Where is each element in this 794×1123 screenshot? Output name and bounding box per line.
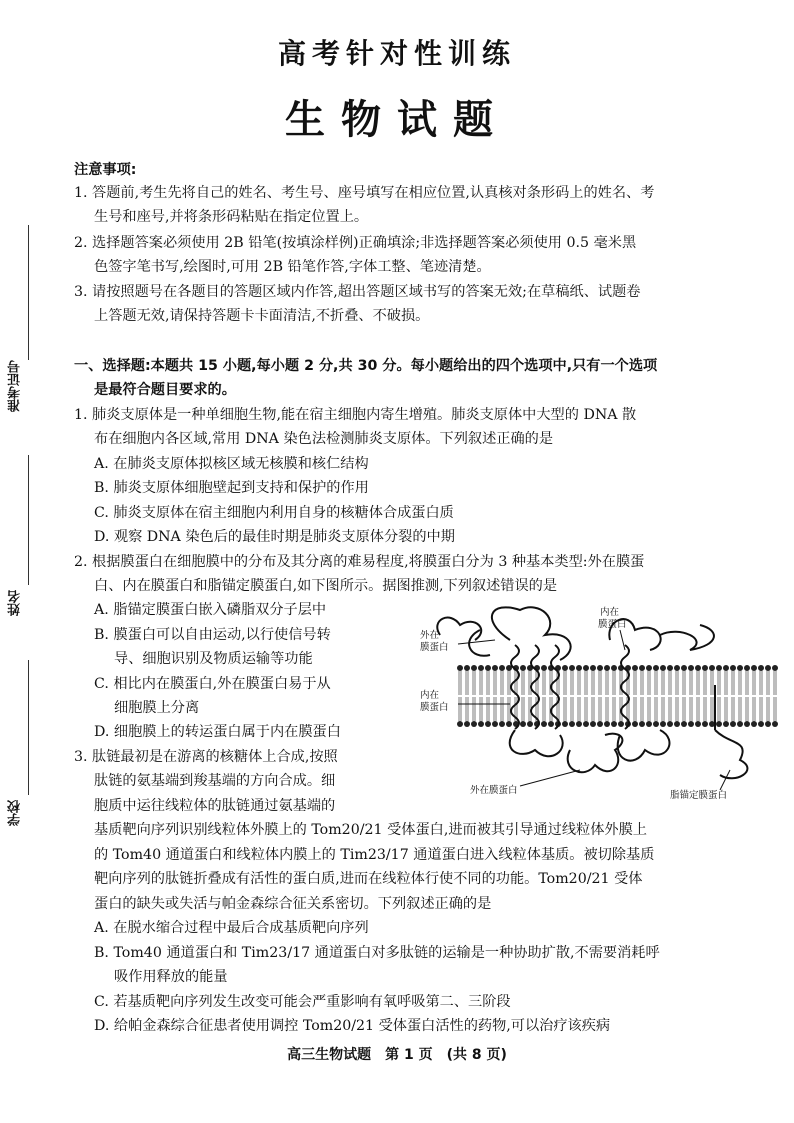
lipid-head xyxy=(681,721,687,727)
lipid-head xyxy=(660,721,666,727)
lipid-tail xyxy=(739,671,741,695)
lipid-head xyxy=(737,721,743,727)
notice-heading: 注意事项: xyxy=(74,162,137,178)
lipid-head xyxy=(499,721,505,727)
lipid-tail xyxy=(648,671,650,695)
lipid-tail xyxy=(522,671,524,695)
lipid-tail xyxy=(634,697,636,721)
lipid-head xyxy=(758,721,764,727)
lipid-head xyxy=(681,665,687,671)
lipid-tail xyxy=(487,697,489,721)
q3-option-d: D. 给帕金森综合征患者使用调控 Tom20/21 受体蛋白活性的药物,可以治疗该疾病 xyxy=(94,1018,611,1034)
q3-stem-line-7: 蛋白的缺失或失活与帕金森综合征关系密切。下列叙述正确的是 xyxy=(94,896,492,912)
lipid-tail xyxy=(606,671,608,695)
label-inner-protein-top-2: 膜蛋白 xyxy=(598,619,627,630)
lipid-head xyxy=(541,721,547,727)
lipid-tail xyxy=(711,671,713,695)
label-inner-protein-mid-1: 内在 xyxy=(420,690,440,701)
q2-option-d: D. 细胞膜上的转运蛋白属于内在膜蛋白 xyxy=(94,724,341,740)
lipid-head xyxy=(611,665,617,671)
lipid-head xyxy=(744,665,750,671)
lipid-tail xyxy=(718,697,720,721)
notice-item-1-line-1: 1. 答题前,考生先将自己的姓名、考生号、座号填写在相应位置,认真核对条形码上的姓名、考 xyxy=(74,185,655,201)
lipid-tail xyxy=(739,697,741,721)
lipid-tail xyxy=(494,697,496,721)
lipid-tail xyxy=(473,671,475,695)
notice-item-2-line-1: 2. 选择题答案必须使用 2B 铅笔(按填涂样例)正确填涂;非选择题答案必须使用 0.5 毫米黑 xyxy=(74,235,637,251)
exam-title: 高考针对性训练 xyxy=(277,37,516,70)
lipid-head xyxy=(702,665,708,671)
margin-line-name xyxy=(28,455,29,585)
lipid-head xyxy=(576,665,582,671)
lipid-head xyxy=(597,721,603,727)
lipid-head xyxy=(562,721,568,727)
q1-option-d: D. 观察 DNA 染色后的最佳时期是肺炎支原体分裂的中期 xyxy=(94,529,455,545)
q2-stem-line-1: 2. 根据膜蛋白在细胞膜中的分布及其分离的难易程度,将膜蛋白分为 3 种基本类型:外在膜蛋 xyxy=(74,554,645,570)
lipid-tail xyxy=(606,697,608,721)
lipid-tail xyxy=(767,671,769,695)
lipid-head xyxy=(688,721,694,727)
margin-line-school xyxy=(28,660,29,795)
lipid-tail xyxy=(725,697,727,721)
q2-option-c-line-2: 细胞膜上分离 xyxy=(114,700,200,716)
lipid-tail xyxy=(578,697,580,721)
lipid-head xyxy=(604,665,610,671)
lipid-tail xyxy=(459,697,461,721)
lipid-tail xyxy=(690,697,692,721)
lipid-head xyxy=(737,665,743,671)
margin-label-name: 姓名 xyxy=(8,590,23,616)
q3-stem-line-2: 肽链的氨基端到羧基端的方向合成。细 xyxy=(94,773,336,789)
lipid-head xyxy=(464,665,470,671)
lipid-head xyxy=(695,665,701,671)
lipid-tail xyxy=(711,697,713,721)
lipid-head xyxy=(751,721,757,727)
lipid-head xyxy=(464,721,470,727)
lipid-tail xyxy=(704,697,706,721)
lipid-tail xyxy=(669,671,671,695)
q1-stem-line-2: 布在细胞内各区域,常用 DNA 染色法检测肺炎支原体。下列叙述正确的是 xyxy=(94,431,554,447)
lipid-head xyxy=(485,665,491,671)
lipid-tail xyxy=(753,697,755,721)
lipid-head xyxy=(471,665,477,671)
q1-stem-line-1: 1. 肺炎支原体是一种单细胞生物,能在宿主细胞内寄生增殖。肺炎支原体中大型的 DNA 散 xyxy=(74,407,637,423)
q2-option-a: A. 脂锚定膜蛋白嵌入磷脂双分子层中 xyxy=(94,602,327,618)
lipid-tail xyxy=(501,697,503,721)
q2-option-c-line-1: C. 相比内在膜蛋白,外在膜蛋白易于从 xyxy=(94,676,331,692)
lipid-head xyxy=(744,721,750,727)
integral-protein-2 xyxy=(609,619,669,761)
lipid-head xyxy=(765,665,771,671)
lipid-head xyxy=(653,721,659,727)
lipid-tail xyxy=(683,671,685,695)
lipid-head xyxy=(674,721,680,727)
q1-option-b: B. 肺炎支原体细胞壁起到支持和保护的作用 xyxy=(94,480,369,496)
lipid-head xyxy=(492,665,498,671)
lipid-head xyxy=(709,665,715,671)
label-inner-protein-top-1: 内在 xyxy=(600,607,620,618)
lipid-head xyxy=(751,665,757,671)
lipid-tail xyxy=(480,671,482,695)
lipid-tail xyxy=(522,697,524,721)
phospholipid-bilayer xyxy=(457,665,778,727)
lipid-tail xyxy=(774,697,776,721)
lipid-head xyxy=(702,721,708,727)
lipid-head xyxy=(646,721,652,727)
lipid-head xyxy=(541,665,547,671)
lipid-head xyxy=(583,665,589,671)
lipid-tail xyxy=(732,671,734,695)
lipid-head xyxy=(471,721,477,727)
lipid-head xyxy=(590,721,596,727)
lipid-head xyxy=(772,721,778,727)
lipid-head xyxy=(457,665,463,671)
q3-stem-line-4: 基质靶向序列识别线粒体外膜上的 Tom20/21 受体蛋白,进而被其引导通过线粒体外膜上 xyxy=(94,822,647,838)
lipid-head xyxy=(492,721,498,727)
lipid-tail xyxy=(676,697,678,721)
lipid-head xyxy=(716,665,722,671)
lipid-head xyxy=(695,721,701,727)
lipid-tail xyxy=(543,697,545,721)
margin-line-exam-id xyxy=(28,225,29,360)
peripheral-protein-top xyxy=(437,618,481,640)
notice-item-2-line-2: 色签字笔书写,绘图时,可用 2B 铅笔作答,字体工整、笔迹清楚。 xyxy=(94,259,491,275)
lipid-tail xyxy=(676,671,678,695)
lipid-head xyxy=(639,721,645,727)
lipid-head xyxy=(667,721,673,727)
lipid-tail xyxy=(690,671,692,695)
lipid-head xyxy=(569,665,575,671)
lipid-tail xyxy=(655,671,657,695)
membrane-protein-diagram xyxy=(420,600,790,805)
margin-label-exam-id: 准考证号 xyxy=(8,360,23,412)
lipid-tail xyxy=(697,671,699,695)
lipid-head xyxy=(569,721,575,727)
lipid-head xyxy=(597,665,603,671)
lipid-tail xyxy=(494,671,496,695)
lipid-tail xyxy=(613,697,615,721)
lipid-tail xyxy=(473,697,475,721)
label-outer-protein-bottom: 外在膜蛋白 xyxy=(470,785,518,796)
q1-option-a: A. 在肺炎支原体拟核区域无核膜和核仁结构 xyxy=(94,456,369,472)
lipid-head xyxy=(632,721,638,727)
lipid-tail xyxy=(746,697,748,721)
lipid-head xyxy=(667,665,673,671)
lipid-tail xyxy=(571,671,573,695)
lipid-tail xyxy=(592,697,594,721)
outer-protein-right xyxy=(660,625,714,650)
lipid-tail xyxy=(599,697,601,721)
q3-option-b-line-2: 吸作用释放的能量 xyxy=(114,969,228,985)
lipid-tail xyxy=(704,671,706,695)
lipid-tail xyxy=(599,671,601,695)
lipid-tail xyxy=(543,671,545,695)
lipid-head xyxy=(562,665,568,671)
lipid-tail xyxy=(669,697,671,721)
lipid-tail xyxy=(767,697,769,721)
lipid-head xyxy=(674,665,680,671)
lipid-tail xyxy=(536,671,538,695)
integral-protein-1 xyxy=(469,607,571,756)
lipid-head xyxy=(716,721,722,727)
notice-item-3-line-2: 上答题无效,请保持答题卡卡面清洁,不折叠、不破损。 xyxy=(94,308,430,324)
lipid-tail xyxy=(648,697,650,721)
lipid-tail xyxy=(613,671,615,695)
peripheral-protein-bottom xyxy=(568,734,623,773)
lipid-tail xyxy=(487,671,489,695)
q3-stem-line-1: 3. 肽链最初是在游离的核糖体上合成,按照 xyxy=(74,749,338,765)
q3-stem-line-3: 胞质中运往线粒体的肽链通过氨基端的 xyxy=(94,798,336,814)
lipid-tail xyxy=(655,697,657,721)
lipid-head xyxy=(527,721,533,727)
lipid-head xyxy=(576,721,582,727)
q2-option-b-line-1: B. 膜蛋白可以自由运动,以行使信号转 xyxy=(94,627,331,643)
q2-option-b-line-2: 导、细胞识别及物质运输等功能 xyxy=(114,651,313,667)
q2-stem-line-2: 白、内在膜蛋白和脂锚定膜蛋白,如下图所示。据图推测,下列叙述错误的是 xyxy=(94,578,558,594)
lipid-tail xyxy=(641,671,643,695)
lipid-head xyxy=(632,665,638,671)
q3-option-a: A. 在脱水缩合过程中最后合成基质靶向序列 xyxy=(94,920,369,936)
lipid-tail xyxy=(578,671,580,695)
lipid-tail xyxy=(725,671,727,695)
lipid-head xyxy=(639,665,645,671)
lipid-tail xyxy=(564,671,566,695)
lipid-tail xyxy=(480,697,482,721)
lipid-tail xyxy=(760,697,762,721)
lipid-tail xyxy=(641,697,643,721)
q3-option-c: C. 若基质靶向序列发生改变可能会严重影响有氧呼吸第二、三阶段 xyxy=(94,994,511,1010)
lipid-tail xyxy=(508,697,510,721)
section-1-line-1: 一、选择题:本题共 15 小题,每小题 2 分,共 30 分。每小题给出的四个选项中,只有一个选项 xyxy=(74,358,658,374)
lipid-head xyxy=(730,721,736,727)
lipid-head xyxy=(723,721,729,727)
lipid-head xyxy=(653,665,659,671)
lipid-head xyxy=(618,721,624,727)
lipid-head xyxy=(520,721,526,727)
exam-subtitle: 生物试题 xyxy=(285,97,509,143)
lipid-tail xyxy=(718,671,720,695)
lipid-tail xyxy=(662,697,664,721)
page-footer: 高三生物试题 第 1 页 (共 8 页) xyxy=(287,1047,507,1063)
lipid-tail xyxy=(529,671,531,695)
lipid-head xyxy=(765,721,771,727)
label-inner-protein-mid-2: 膜蛋白 xyxy=(420,702,449,713)
q1-option-c: C. 肺炎支原体在宿主细胞内利用自身的核糖体合成蛋白质 xyxy=(94,505,454,521)
q3-option-b-line-1: B. Tom40 通道蛋白和 Tim23/17 通道蛋白对多肽链的运输是一种协助扩散,不需要消耗呼 xyxy=(94,945,660,961)
lipid-head xyxy=(611,721,617,727)
lipid-tail xyxy=(459,671,461,695)
lipid-head xyxy=(457,721,463,727)
q3-stem-line-5: 的 Tom40 通道蛋白和线粒体内膜上的 Tim23/17 通道蛋白进入线粒体基质。被切除基质 xyxy=(94,847,655,863)
lipid-head xyxy=(604,721,610,727)
margin-label-school: 学校 xyxy=(8,800,23,826)
section-1-line-2: 是最符合题目要求的。 xyxy=(94,382,236,398)
lipid-tail xyxy=(760,671,762,695)
lipid-tail xyxy=(592,671,594,695)
notice-item-1-line-2: 生号和座号,并将条形码粘贴在指定位置上。 xyxy=(94,209,369,225)
lipid-head xyxy=(499,665,505,671)
lipid-tail xyxy=(732,697,734,721)
lipid-tail xyxy=(571,697,573,721)
lipid-head xyxy=(723,665,729,671)
lipid-head xyxy=(660,665,666,671)
lipid-head xyxy=(478,721,484,727)
lipid-head xyxy=(590,665,596,671)
lipid-head xyxy=(646,665,652,671)
lipid-tail xyxy=(466,697,468,721)
lipid-head xyxy=(688,665,694,671)
lipid-tail xyxy=(564,697,566,721)
q3-stem-line-6: 靶向序列的肽链折叠成有活性的蛋白质,进而在线粒体行使不同的功能。Tom20/21 受体 xyxy=(94,871,643,887)
lipid-tail xyxy=(753,671,755,695)
lipid-head xyxy=(520,665,526,671)
lipid-tail xyxy=(585,671,587,695)
lipid-tail xyxy=(501,671,503,695)
lipid-head xyxy=(485,721,491,727)
lipid-head xyxy=(506,721,512,727)
lipid-tail xyxy=(683,697,685,721)
label-outer-protein-top-1: 外在 xyxy=(420,630,440,641)
lipid-head xyxy=(772,665,778,671)
lipid-head xyxy=(583,721,589,727)
lipid-tail xyxy=(634,671,636,695)
lipid-tail xyxy=(662,671,664,695)
lipid-tail xyxy=(466,671,468,695)
lipid-tail xyxy=(746,671,748,695)
lipid-tail xyxy=(508,671,510,695)
lipid-tail xyxy=(774,671,776,695)
lipid-tail xyxy=(697,697,699,721)
notice-item-3-line-1: 3. 请按照题号在各题目的答题区域内作答,超出答题区域书写的答案无效;在草稿纸、试题卷 xyxy=(74,284,641,300)
lipid-tail xyxy=(515,671,517,695)
lipid-head xyxy=(730,665,736,671)
lipid-head xyxy=(478,665,484,671)
lipid-head xyxy=(548,721,554,727)
label-lipid-anchored-protein: 脂锚定膜蛋白 xyxy=(670,790,728,801)
lipid-head xyxy=(758,665,764,671)
label-outer-protein-top-2: 膜蛋白 xyxy=(420,642,449,653)
lipid-tail xyxy=(585,697,587,721)
